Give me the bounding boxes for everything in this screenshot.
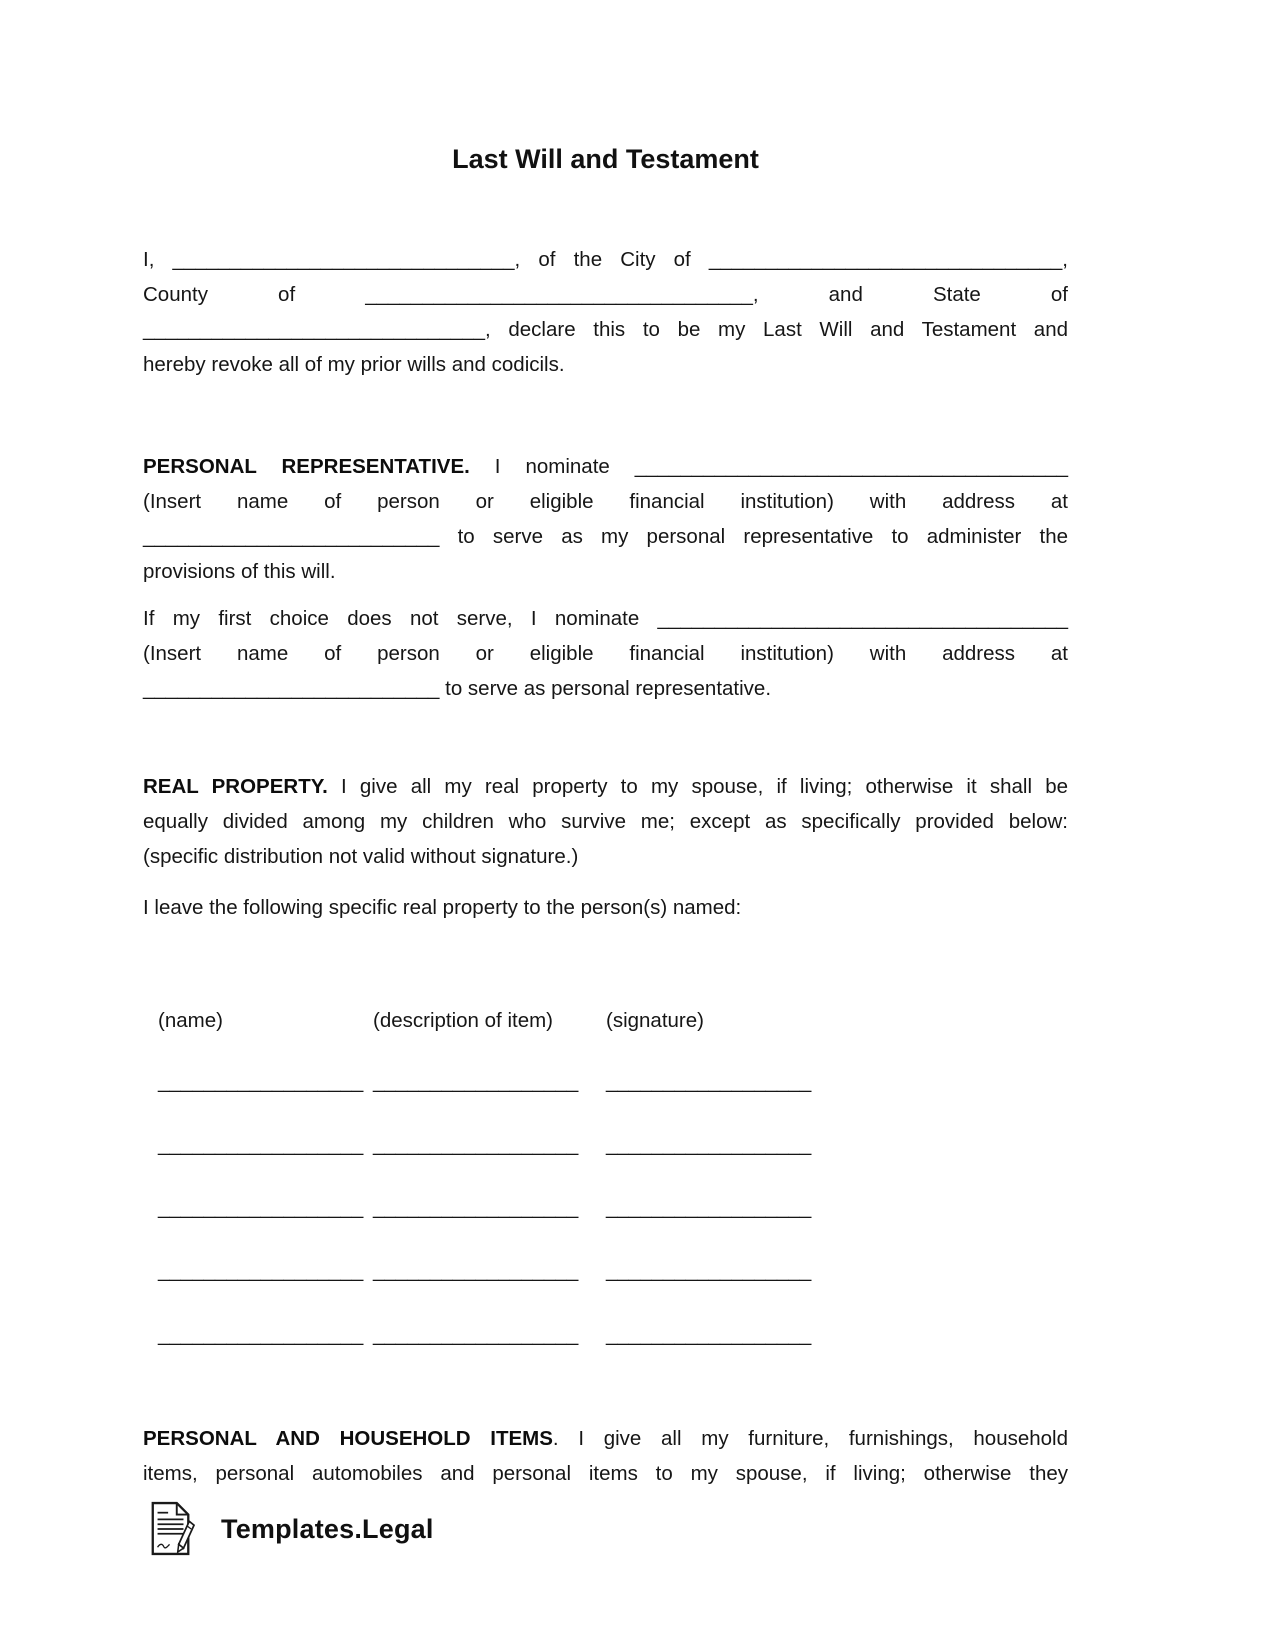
personal-representative-paragraph-2 [143,601,1068,706]
signature-blank: __________________ [606,1133,812,1156]
alternate-representative-line-2: (Insert name of person or eligible financial institution) with address at [143,642,1068,665]
property-table-row [143,1190,1068,1225]
column-header-name: (name) [158,1009,223,1032]
personal-representative-line-1 [143,449,1068,484]
real-property-text: I give all my real property to my spouse, if living; otherwise it shall be [327,775,1069,798]
alternate-representative-line-1: If my first choice does not serve, I nominate ____________________________________ [143,607,1068,630]
brand-name: Templates.Legal [221,1513,434,1544]
lead-in-text: I leave the following specific real property to the person(s) named: [143,896,742,919]
personal-representative-line-3: __________________________ to serve as my personal representative to administer the [143,525,1068,548]
property-table-row [143,1064,1068,1099]
intro-paragraph [143,242,1068,382]
personal-representative-line-2: (Insert name of person or eligible financial institution) with address at [143,490,1068,513]
name-blank: __________________ [158,1259,364,1282]
personal-representative-line-4: provisions of this will. [143,560,336,583]
intro-line-2: County of __________________________________, and State of [143,283,1068,306]
name-blank: __________________ [158,1133,364,1156]
personal-household-paragraph [143,1421,1068,1491]
signature-blank: __________________ [606,1259,812,1282]
nominate-text: I nominate ______________________________________ [469,455,1068,478]
intro-line-3: ______________________________, declare this to be my Last Will and Testament and [143,318,1068,341]
property-table-header [143,1003,1068,1038]
personal-representative-paragraph-1 [143,449,1068,589]
personal-household-line-1 [143,1421,1068,1456]
description-blank: __________________ [373,1070,579,1093]
real-property-line-1 [143,769,1068,804]
personal-household-text: . I give all my furniture, furnishings, household [552,1427,1069,1450]
property-table-row [143,1253,1068,1288]
footer-brand [147,1500,434,1558]
intro-line-4: hereby revoke all of my prior wills and codicils. [143,353,565,376]
specific-property-lead-in [143,890,1068,925]
real-property-line-3: (specific distribution not valid without signature.) [143,845,579,868]
document-with-pen-icon [147,1500,195,1558]
description-blank: __________________ [373,1196,579,1219]
real-property-paragraph [143,769,1068,874]
description-blank: __________________ [373,1133,579,1156]
name-blank: __________________ [158,1323,364,1346]
personal-household-heading: PERSONAL AND HOUSEHOLD ITEMS [143,1427,553,1450]
signature-blank: __________________ [606,1196,812,1219]
intro-line-1: I, ______________________________, of the City of _______________________________, [143,248,1068,271]
document-title: Last Will and Testament [452,144,759,174]
column-header-description: (description of item) [373,1009,554,1032]
property-table-row [143,1127,1068,1162]
name-blank: __________________ [158,1070,364,1093]
property-table-row [143,1317,1068,1352]
personal-representative-heading: PERSONAL REPRESENTATIVE. [143,455,470,478]
signature-blank: __________________ [606,1070,812,1093]
real-property-line-2: equally divided among my children who survive me; except as specifically provided below: [143,810,1068,833]
description-blank: __________________ [373,1323,579,1346]
signature-blank: __________________ [606,1323,812,1346]
personal-household-line-2: items, personal automobiles and personal items to my spouse, if living; otherwise they [143,1462,1068,1485]
description-blank: __________________ [373,1259,579,1282]
column-header-signature: (signature) [606,1009,704,1032]
alternate-representative-line-3: __________________________ to serve as personal representative. [143,677,772,700]
real-property-heading: REAL PROPERTY. [143,775,328,798]
name-blank: __________________ [158,1196,364,1219]
